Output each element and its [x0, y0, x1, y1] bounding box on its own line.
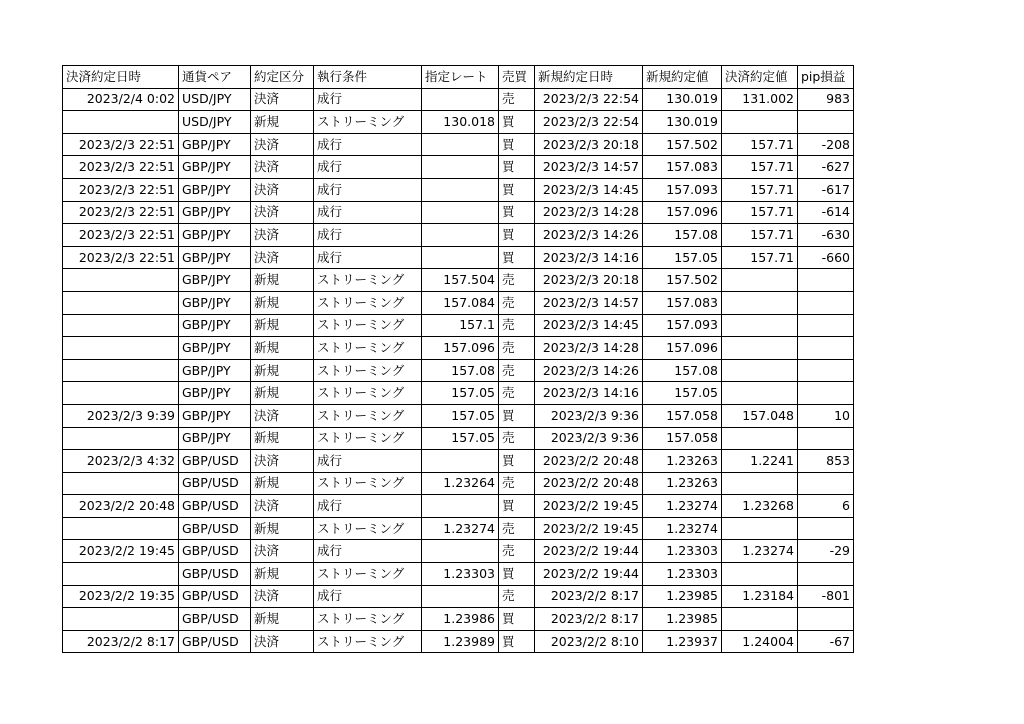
- cell-currency-pair: GBP/JPY: [179, 337, 251, 360]
- cell-trade-type: 新規: [251, 608, 314, 631]
- cell-open-price: 1.23303: [643, 540, 722, 563]
- cell-side: 買: [499, 156, 535, 179]
- cell-trade-type: 新規: [251, 314, 314, 337]
- cell-specified-rate: [422, 178, 499, 201]
- cell-open-price: 157.05: [643, 246, 722, 269]
- cell-trade-type: 新規: [251, 111, 314, 134]
- table-row: [63, 224, 854, 247]
- col-header-settle-datetime: 決済約定日時: [63, 66, 179, 89]
- cell-settle-datetime: [63, 517, 179, 540]
- cell-settle-datetime: [63, 427, 179, 450]
- cell-settle-datetime: 2023/2/3 4:32: [63, 450, 179, 473]
- cell-settle-price: [722, 111, 798, 134]
- cell-pip-pnl: [798, 472, 854, 495]
- cell-trade-type: 決済: [251, 224, 314, 247]
- cell-side: 売: [499, 585, 535, 608]
- col-header-open-datetime: 新規約定日時: [535, 66, 643, 89]
- table-row: [63, 472, 854, 495]
- cell-execution: ストリーミング: [314, 269, 422, 292]
- cell-currency-pair: GBP/JPY: [179, 359, 251, 382]
- cell-execution: 成行: [314, 224, 422, 247]
- cell-execution: ストリーミング: [314, 608, 422, 631]
- cell-settle-datetime: [63, 337, 179, 360]
- cell-settle-price: [722, 608, 798, 631]
- cell-specified-rate: [422, 88, 499, 111]
- cell-specified-rate: [422, 246, 499, 269]
- table-row: [63, 133, 854, 156]
- cell-currency-pair: GBP/JPY: [179, 224, 251, 247]
- cell-open-price: 157.502: [643, 269, 722, 292]
- cell-currency-pair: GBP/USD: [179, 608, 251, 631]
- cell-open-datetime: 2023/2/2 20:48: [535, 472, 643, 495]
- cell-execution: 成行: [314, 540, 422, 563]
- cell-side: 売: [499, 269, 535, 292]
- table-row: [63, 156, 854, 179]
- cell-side: 売: [499, 359, 535, 382]
- cell-trade-type: 新規: [251, 291, 314, 314]
- cell-pip-pnl: -801: [798, 585, 854, 608]
- cell-pip-pnl: -660: [798, 246, 854, 269]
- cell-specified-rate: [422, 133, 499, 156]
- cell-settle-datetime: 2023/2/2 8:17: [63, 630, 179, 653]
- table-row: [63, 111, 854, 134]
- cell-pip-pnl: [798, 359, 854, 382]
- cell-pip-pnl: [798, 608, 854, 631]
- cell-trade-type: 新規: [251, 563, 314, 586]
- cell-specified-rate: 1.23303: [422, 563, 499, 586]
- cell-trade-type: 新規: [251, 382, 314, 405]
- cell-specified-rate: [422, 450, 499, 473]
- table-row: [63, 201, 854, 224]
- cell-currency-pair: GBP/USD: [179, 563, 251, 586]
- cell-pip-pnl: [798, 314, 854, 337]
- cell-execution: ストリーミング: [314, 630, 422, 653]
- cell-currency-pair: GBP/USD: [179, 450, 251, 473]
- cell-execution: ストリーミング: [314, 337, 422, 360]
- cell-settle-price: 131.002: [722, 88, 798, 111]
- cell-settle-datetime: [63, 608, 179, 631]
- cell-trade-type: 新規: [251, 337, 314, 360]
- cell-trade-type: 決済: [251, 450, 314, 473]
- cell-settle-price: 157.71: [722, 156, 798, 179]
- cell-side: 買: [499, 495, 535, 518]
- cell-settle-price: 157.71: [722, 133, 798, 156]
- col-header-trade-type: 約定区分: [251, 66, 314, 89]
- table-row: [63, 246, 854, 269]
- cell-settle-datetime: 2023/2/3 22:51: [63, 224, 179, 247]
- cell-open-price: 157.096: [643, 201, 722, 224]
- cell-open-datetime: 2023/2/3 14:26: [535, 224, 643, 247]
- table-row: [63, 495, 854, 518]
- cell-pip-pnl: -617: [798, 178, 854, 201]
- cell-currency-pair: GBP/JPY: [179, 269, 251, 292]
- cell-settle-price: [722, 291, 798, 314]
- cell-specified-rate: 157.08: [422, 359, 499, 382]
- cell-side: 買: [499, 201, 535, 224]
- cell-pip-pnl: 983: [798, 88, 854, 111]
- cell-currency-pair: GBP/JPY: [179, 404, 251, 427]
- cell-execution: 成行: [314, 133, 422, 156]
- trade-history-table: [62, 65, 854, 653]
- table-row: [63, 337, 854, 360]
- cell-settle-price: 157.71: [722, 224, 798, 247]
- cell-side: 売: [499, 314, 535, 337]
- cell-open-datetime: 2023/2/2 19:45: [535, 517, 643, 540]
- cell-open-datetime: 2023/2/3 14:16: [535, 382, 643, 405]
- cell-settle-price: 1.23268: [722, 495, 798, 518]
- cell-trade-type: 決済: [251, 540, 314, 563]
- cell-currency-pair: GBP/USD: [179, 585, 251, 608]
- col-header-specified-rate: 指定レート: [422, 66, 499, 89]
- cell-settle-price: [722, 359, 798, 382]
- col-header-execution: 執行条件: [314, 66, 422, 89]
- table-row: [63, 630, 854, 653]
- cell-side: 買: [499, 563, 535, 586]
- col-header-pip-pnl: pip損益: [798, 66, 854, 89]
- cell-open-price: 1.23263: [643, 472, 722, 495]
- cell-execution: 成行: [314, 450, 422, 473]
- cell-open-datetime: 2023/2/2 19:44: [535, 563, 643, 586]
- cell-currency-pair: GBP/JPY: [179, 133, 251, 156]
- cell-currency-pair: GBP/JPY: [179, 291, 251, 314]
- cell-specified-rate: [422, 201, 499, 224]
- col-header-side: 売買: [499, 66, 535, 89]
- cell-pip-pnl: [798, 111, 854, 134]
- cell-trade-type: 新規: [251, 427, 314, 450]
- cell-settle-datetime: [63, 563, 179, 586]
- cell-open-price: 157.083: [643, 291, 722, 314]
- table-row: [63, 269, 854, 292]
- cell-specified-rate: 157.1: [422, 314, 499, 337]
- cell-pip-pnl: 10: [798, 404, 854, 427]
- cell-open-price: 1.23274: [643, 517, 722, 540]
- col-header-settle-price: 決済約定値: [722, 66, 798, 89]
- cell-currency-pair: GBP/JPY: [179, 156, 251, 179]
- cell-side: 買: [499, 450, 535, 473]
- cell-pip-pnl: -67: [798, 630, 854, 653]
- cell-specified-rate: 1.23986: [422, 608, 499, 631]
- cell-currency-pair: GBP/JPY: [179, 201, 251, 224]
- cell-currency-pair: GBP/JPY: [179, 246, 251, 269]
- cell-open-price: 157.093: [643, 314, 722, 337]
- cell-open-price: 1.23263: [643, 450, 722, 473]
- cell-open-price: 157.096: [643, 337, 722, 360]
- cell-pip-pnl: 6: [798, 495, 854, 518]
- cell-execution: ストリーミング: [314, 111, 422, 134]
- cell-pip-pnl: [798, 337, 854, 360]
- cell-side: 買: [499, 111, 535, 134]
- cell-open-datetime: 2023/2/3 14:28: [535, 337, 643, 360]
- cell-settle-price: 157.048: [722, 404, 798, 427]
- cell-currency-pair: GBP/JPY: [179, 178, 251, 201]
- cell-open-datetime: 2023/2/3 14:57: [535, 156, 643, 179]
- table-row: [63, 382, 854, 405]
- cell-pip-pnl: -29: [798, 540, 854, 563]
- cell-side: 売: [499, 517, 535, 540]
- cell-trade-type: 決済: [251, 585, 314, 608]
- table-row: [63, 314, 854, 337]
- cell-specified-rate: 157.05: [422, 427, 499, 450]
- cell-specified-rate: 157.05: [422, 404, 499, 427]
- cell-settle-datetime: 2023/2/3 22:51: [63, 133, 179, 156]
- cell-open-datetime: 2023/2/3 22:54: [535, 88, 643, 111]
- cell-settle-price: 157.71: [722, 178, 798, 201]
- cell-pip-pnl: -614: [798, 201, 854, 224]
- cell-trade-type: 決済: [251, 404, 314, 427]
- cell-pip-pnl: [798, 291, 854, 314]
- cell-pip-pnl: [798, 382, 854, 405]
- table-row: [63, 563, 854, 586]
- cell-pip-pnl: -627: [798, 156, 854, 179]
- table-row: [63, 585, 854, 608]
- cell-side: 買: [499, 630, 535, 653]
- cell-open-price: 157.058: [643, 427, 722, 450]
- cell-open-price: 157.05: [643, 382, 722, 405]
- cell-side: 売: [499, 88, 535, 111]
- cell-trade-type: 新規: [251, 269, 314, 292]
- col-header-currency-pair: 通貨ペア: [179, 66, 251, 89]
- cell-specified-rate: [422, 495, 499, 518]
- cell-open-datetime: 2023/2/2 20:48: [535, 450, 643, 473]
- cell-execution: ストリーミング: [314, 404, 422, 427]
- cell-open-datetime: 2023/2/3 14:57: [535, 291, 643, 314]
- cell-open-datetime: 2023/2/3 9:36: [535, 404, 643, 427]
- cell-execution: ストリーミング: [314, 359, 422, 382]
- cell-specified-rate: 157.096: [422, 337, 499, 360]
- cell-specified-rate: 157.504: [422, 269, 499, 292]
- cell-trade-type: 決済: [251, 133, 314, 156]
- cell-side: 売: [499, 337, 535, 360]
- cell-side: 売: [499, 427, 535, 450]
- cell-settle-datetime: 2023/2/2 20:48: [63, 495, 179, 518]
- table-row: [63, 291, 854, 314]
- cell-settle-price: 157.71: [722, 246, 798, 269]
- cell-settle-price: [722, 427, 798, 450]
- cell-settle-price: [722, 472, 798, 495]
- cell-side: 買: [499, 404, 535, 427]
- cell-specified-rate: [422, 156, 499, 179]
- cell-trade-type: 新規: [251, 472, 314, 495]
- cell-settle-datetime: 2023/2/3 22:51: [63, 178, 179, 201]
- cell-pip-pnl: 853: [798, 450, 854, 473]
- cell-open-datetime: 2023/2/3 14:45: [535, 314, 643, 337]
- cell-open-datetime: 2023/2/3 22:54: [535, 111, 643, 134]
- cell-settle-datetime: 2023/2/3 22:51: [63, 201, 179, 224]
- cell-specified-rate: 130.018: [422, 111, 499, 134]
- cell-settle-price: 1.24004: [722, 630, 798, 653]
- cell-open-price: 1.23985: [643, 608, 722, 631]
- cell-open-datetime: 2023/2/2 8:17: [535, 608, 643, 631]
- cell-settle-price: [722, 269, 798, 292]
- cell-specified-rate: 1.23264: [422, 472, 499, 495]
- cell-settle-price: 1.2241: [722, 450, 798, 473]
- cell-side: 買: [499, 246, 535, 269]
- cell-execution: 成行: [314, 178, 422, 201]
- cell-execution: 成行: [314, 495, 422, 518]
- cell-specified-rate: 157.084: [422, 291, 499, 314]
- cell-open-price: 130.019: [643, 111, 722, 134]
- cell-settle-datetime: 2023/2/2 19:35: [63, 585, 179, 608]
- cell-open-datetime: 2023/2/3 20:18: [535, 269, 643, 292]
- cell-trade-type: 決済: [251, 178, 314, 201]
- cell-trade-type: 新規: [251, 517, 314, 540]
- cell-currency-pair: USD/JPY: [179, 88, 251, 111]
- cell-currency-pair: GBP/JPY: [179, 382, 251, 405]
- cell-specified-rate: [422, 224, 499, 247]
- table-row: [63, 359, 854, 382]
- cell-settle-datetime: 2023/2/3 22:51: [63, 246, 179, 269]
- table-row: [63, 608, 854, 631]
- table-row: [63, 427, 854, 450]
- cell-side: 買: [499, 133, 535, 156]
- cell-open-price: 157.083: [643, 156, 722, 179]
- header-row: [63, 66, 854, 89]
- table-row: [63, 517, 854, 540]
- cell-settle-price: 1.23184: [722, 585, 798, 608]
- cell-settle-datetime: [63, 382, 179, 405]
- cell-execution: ストリーミング: [314, 563, 422, 586]
- cell-specified-rate: [422, 540, 499, 563]
- table-row: [63, 450, 854, 473]
- cell-side: 買: [499, 224, 535, 247]
- cell-side: 買: [499, 608, 535, 631]
- cell-settle-datetime: [63, 111, 179, 134]
- table-body: [63, 88, 854, 653]
- cell-execution: ストリーミング: [314, 427, 422, 450]
- cell-trade-type: 決済: [251, 156, 314, 179]
- cell-specified-rate: 157.05: [422, 382, 499, 405]
- cell-open-datetime: 2023/2/3 9:36: [535, 427, 643, 450]
- cell-settle-datetime: [63, 472, 179, 495]
- cell-side: 売: [499, 382, 535, 405]
- cell-settle-datetime: 2023/2/3 22:51: [63, 156, 179, 179]
- cell-settle-price: [722, 337, 798, 360]
- cell-open-price: 1.23985: [643, 585, 722, 608]
- cell-currency-pair: GBP/USD: [179, 540, 251, 563]
- cell-settle-price: [722, 382, 798, 405]
- cell-open-price: 157.502: [643, 133, 722, 156]
- cell-execution: ストリーミング: [314, 472, 422, 495]
- cell-currency-pair: GBP/USD: [179, 495, 251, 518]
- cell-settle-datetime: [63, 359, 179, 382]
- cell-pip-pnl: [798, 517, 854, 540]
- cell-pip-pnl: -208: [798, 133, 854, 156]
- table-row: [63, 178, 854, 201]
- cell-side: 売: [499, 540, 535, 563]
- cell-execution: ストリーミング: [314, 291, 422, 314]
- col-header-open-price: 新規約定値: [643, 66, 722, 89]
- cell-settle-price: [722, 517, 798, 540]
- cell-execution: ストリーミング: [314, 314, 422, 337]
- cell-open-price: 157.058: [643, 404, 722, 427]
- cell-pip-pnl: [798, 269, 854, 292]
- cell-currency-pair: GBP/USD: [179, 630, 251, 653]
- cell-open-price: 157.093: [643, 178, 722, 201]
- cell-trade-type: 決済: [251, 246, 314, 269]
- cell-side: 売: [499, 291, 535, 314]
- cell-pip-pnl: [798, 427, 854, 450]
- cell-execution: ストリーミング: [314, 517, 422, 540]
- cell-open-price: 130.019: [643, 88, 722, 111]
- cell-open-datetime: 2023/2/3 14:16: [535, 246, 643, 269]
- cell-execution: 成行: [314, 88, 422, 111]
- cell-open-price: 1.23303: [643, 563, 722, 586]
- cell-execution: 成行: [314, 585, 422, 608]
- cell-open-price: 157.08: [643, 224, 722, 247]
- cell-open-datetime: 2023/2/2 8:10: [535, 630, 643, 653]
- cell-trade-type: 決済: [251, 201, 314, 224]
- cell-currency-pair: GBP/JPY: [179, 314, 251, 337]
- cell-settle-datetime: 2023/2/4 0:02: [63, 88, 179, 111]
- cell-execution: ストリーミング: [314, 382, 422, 405]
- cell-specified-rate: 1.23274: [422, 517, 499, 540]
- cell-open-datetime: 2023/2/2 8:17: [535, 585, 643, 608]
- cell-execution: 成行: [314, 156, 422, 179]
- cell-open-datetime: 2023/2/3 14:26: [535, 359, 643, 382]
- cell-open-price: 157.08: [643, 359, 722, 382]
- table-row: [63, 540, 854, 563]
- cell-settle-datetime: [63, 269, 179, 292]
- cell-open-price: 1.23937: [643, 630, 722, 653]
- cell-currency-pair: USD/JPY: [179, 111, 251, 134]
- cell-settle-datetime: 2023/2/2 19:45: [63, 540, 179, 563]
- cell-open-datetime: 2023/2/2 19:45: [535, 495, 643, 518]
- cell-settle-datetime: 2023/2/3 9:39: [63, 404, 179, 427]
- cell-open-datetime: 2023/2/3 20:18: [535, 133, 643, 156]
- cell-trade-type: 新規: [251, 359, 314, 382]
- cell-specified-rate: 1.23989: [422, 630, 499, 653]
- cell-open-price: 1.23274: [643, 495, 722, 518]
- table-row: [63, 404, 854, 427]
- cell-currency-pair: GBP/JPY: [179, 427, 251, 450]
- table-row: [63, 88, 854, 111]
- cell-currency-pair: GBP/USD: [179, 517, 251, 540]
- cell-trade-type: 決済: [251, 630, 314, 653]
- cell-specified-rate: [422, 585, 499, 608]
- cell-execution: 成行: [314, 246, 422, 269]
- cell-settle-price: [722, 314, 798, 337]
- cell-open-datetime: 2023/2/2 19:44: [535, 540, 643, 563]
- cell-side: 買: [499, 178, 535, 201]
- cell-settle-datetime: [63, 314, 179, 337]
- cell-settle-datetime: [63, 291, 179, 314]
- cell-side: 売: [499, 472, 535, 495]
- cell-execution: 成行: [314, 201, 422, 224]
- cell-pip-pnl: -630: [798, 224, 854, 247]
- cell-open-datetime: 2023/2/3 14:45: [535, 178, 643, 201]
- cell-open-datetime: 2023/2/3 14:28: [535, 201, 643, 224]
- cell-settle-price: 157.71: [722, 201, 798, 224]
- cell-settle-price: [722, 563, 798, 586]
- cell-trade-type: 決済: [251, 88, 314, 111]
- cell-trade-type: 決済: [251, 495, 314, 518]
- cell-pip-pnl: [798, 563, 854, 586]
- cell-currency-pair: GBP/USD: [179, 472, 251, 495]
- cell-settle-price: 1.23274: [722, 540, 798, 563]
